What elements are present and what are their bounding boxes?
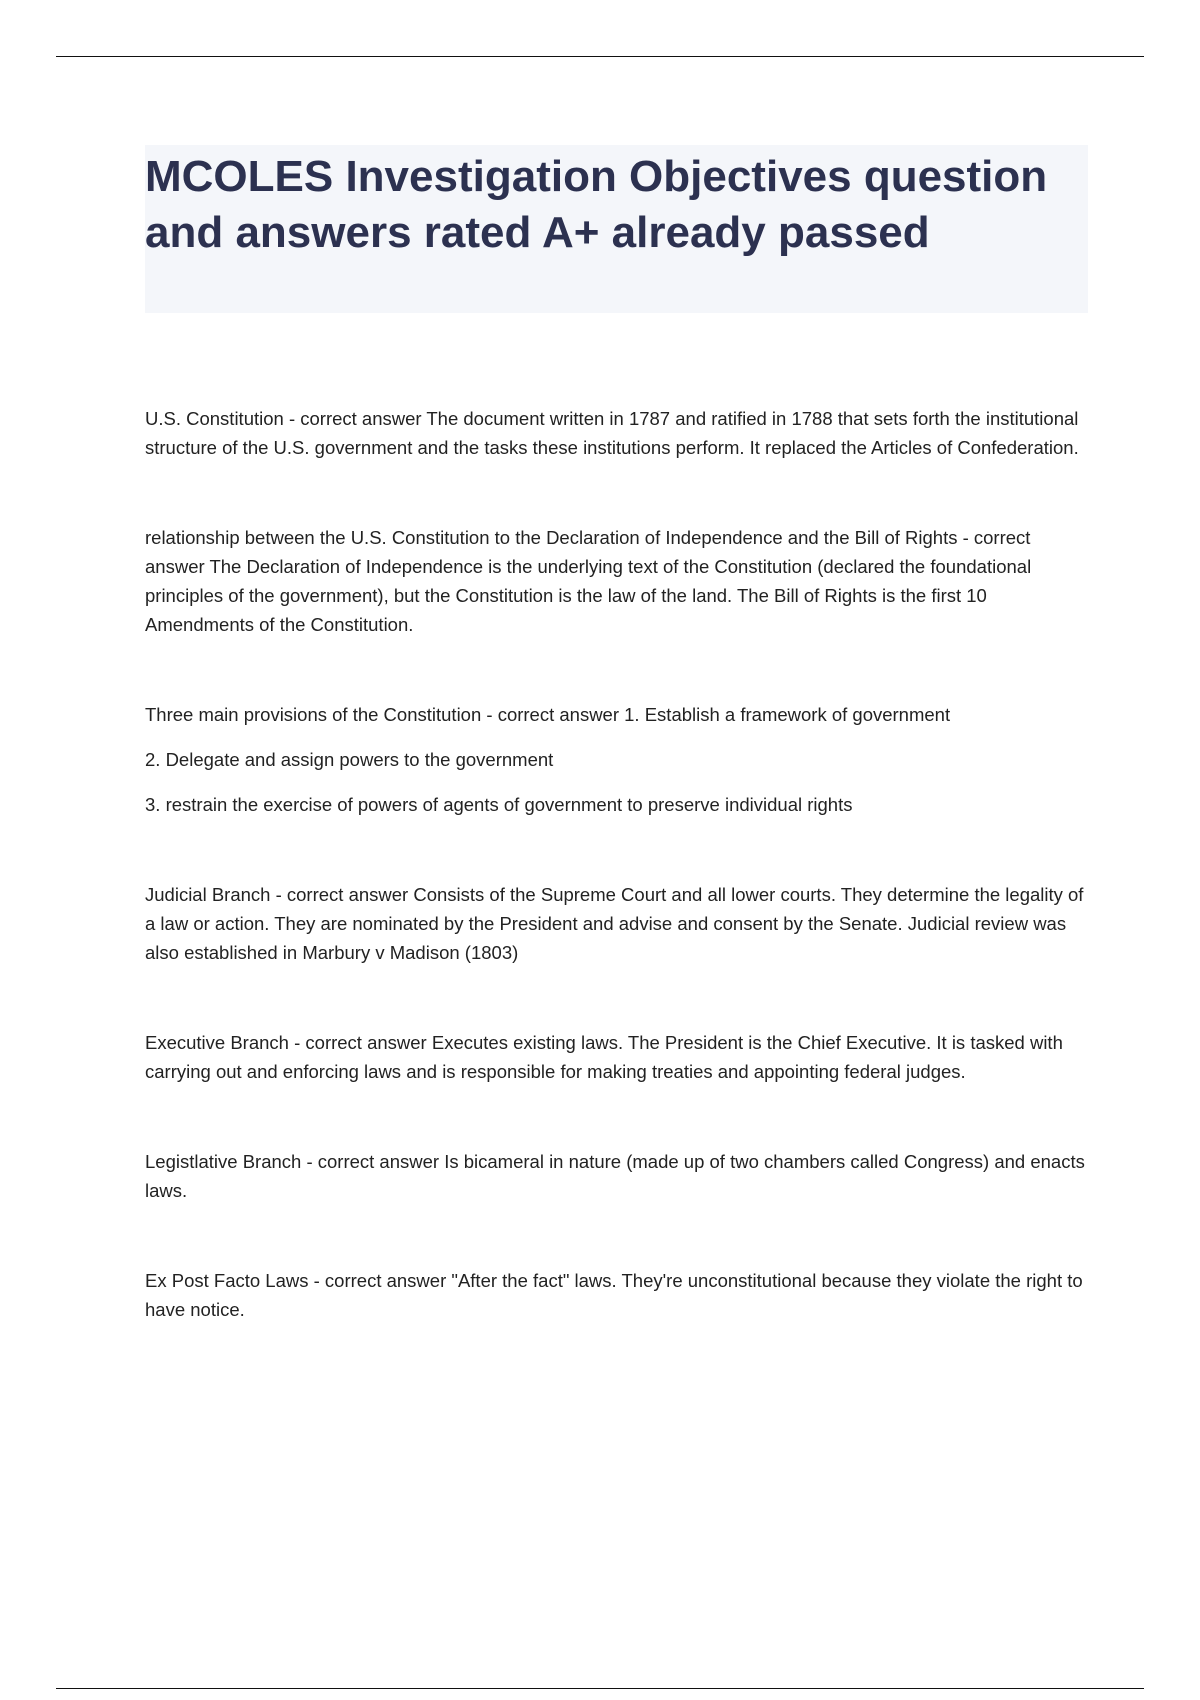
bottom-divider: [56, 1688, 1144, 1689]
document-title: MCOLES Investigation Objectives question and answers rated A+ already passed: [145, 152, 1048, 257]
qa-entry-constitution-relationship: relationship between the U.S. Constitution to the Declaration of Independence and the Bill of Rights - correct answer The Declaration of Independence is the underlying text of the Constitution (declared the foundational principles of the government), but the Constitution is the law of the land. The Bill of Rights is the first 10 Amendments of the Constitution.: [145, 527, 1032, 635]
qa-entry-executive-branch: Executive Branch - correct answer Executes existing laws. The President is the Chief Executive. It is tasked with carrying out and enforcing laws and is responsible for making treaties and appointing federal judges.: [145, 1032, 1063, 1082]
provisions-line-3: 3. restrain the exercise of powers of agents of government to preserve individual rights: [145, 794, 853, 815]
qa-entry-us-constitution: U.S. Constitution - correct answer The document written in 1787 and ratified in 1788 that sets forth the institutional structure of the U.S. government and the tasks these institutions perform. It replaced the Articles of Confederation.: [145, 408, 1079, 458]
top-divider: [56, 56, 1144, 57]
qa-entry-judicial-branch: Judicial Branch - correct answer Consists of the Supreme Court and all lower courts. They determine the legality of a law or action. They are nominated by the President and advise and consent by the Senate. Judicial review was also established in Marbury v Madison (1803): [145, 884, 1084, 963]
qa-list: [145, 404, 1090, 1324]
qa-entry-legislative-branch: Legistlative Branch - correct answer Is bicameral in nature (made up of two chambers called Congress) and enacts laws.: [145, 1151, 1085, 1201]
qa-entry-ex-post-facto: Ex Post Facto Laws - correct answer "After the fact" laws. They're unconstitutional because they violate the right to have notice.: [145, 1270, 1083, 1320]
provisions-line-2: 2. Delegate and assign powers to the government: [145, 749, 554, 770]
provisions-line-1: Three main provisions of the Constitution - correct answer 1. Establish a framework of government: [145, 704, 951, 725]
qa-entry-main-provisions: [145, 700, 1090, 819]
title-banner: [145, 145, 1088, 313]
